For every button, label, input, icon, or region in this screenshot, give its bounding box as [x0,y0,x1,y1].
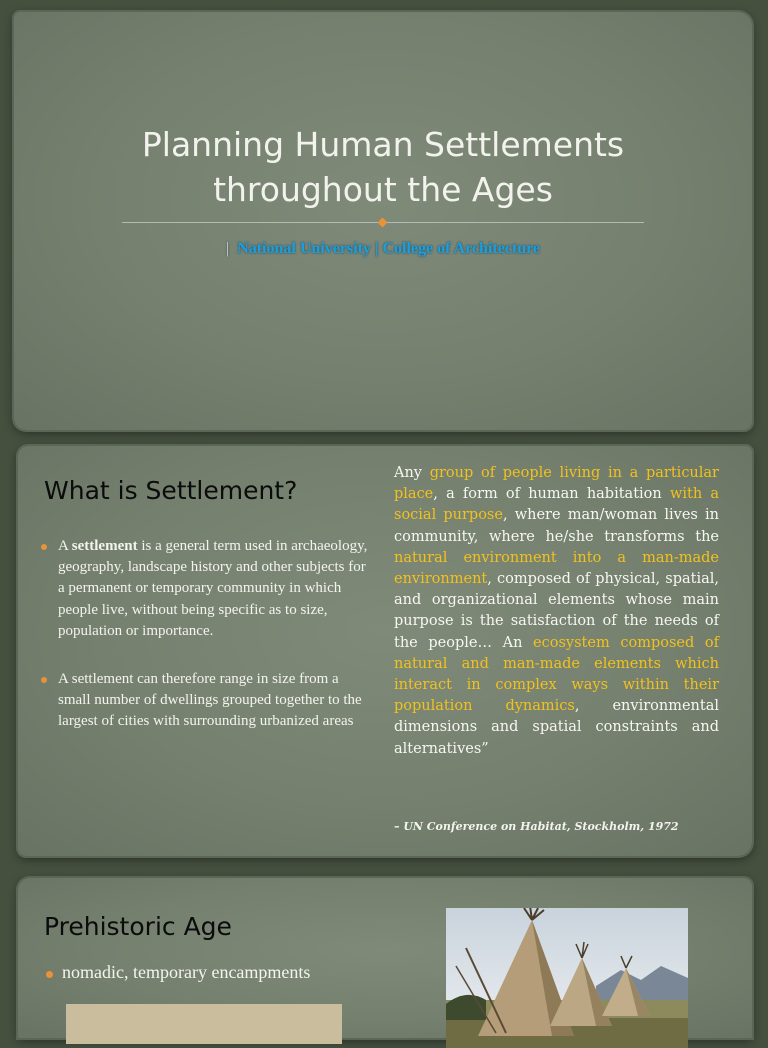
prehistoric-age-slide [18,878,752,1038]
quote-text: , where man/woman lives in community, where he/she transforms the [394,507,719,545]
tipi-photo [446,908,688,1048]
subtitle-text: National University | College of Architecture [237,240,541,257]
bullet-prefix: A [58,538,72,554]
subtitle-separator: | [225,240,230,257]
quote-attribution: – UN Conference on Habitat, Stockholm, 1972 [394,820,679,833]
quote-highlight: ecosystem composed of natural and man-made elements which interact in complex ways within their population dynamics [394,634,719,715]
bullet-text: is a general term used in archaeology, geography, landscape history and other subjects for a permanent or temporary community in which people live, without being specific as to size, population or importance. [58,538,368,639]
quote-text: , environmental dimensions and spatial constraints and alternatives” [394,698,719,757]
habitat-quote [394,463,719,760]
bullet-list [38,536,368,760]
illustration-image [66,1004,342,1044]
bullet-item: A settlement can therefore range in size from a small number of dwellings grouped together to the largest of cities with surrounding urbanized areas [38,669,368,733]
slide-heading: Prehistoric Age [44,912,232,941]
quote-highlight: with a social purpose [394,486,719,524]
bullet-item [38,536,368,642]
tipi-photo-graphic [446,908,688,1048]
quote-text: , a form of human habitation [433,486,670,503]
title-slide [14,12,752,430]
quote-highlight: natural environment into a man-made environment [394,549,719,588]
settlement-definition-slide [18,446,752,856]
slide-heading: What is Settlement? [44,476,298,505]
quote-text: Any [394,465,430,481]
divider-diamond-icon [378,218,388,228]
bullet-item: nomadic, temporary encampments [44,962,310,983]
quote-highlight: group of people living in a particular place [394,465,719,503]
bullet-bold-term: settlement [71,538,138,554]
subtitle [14,240,752,258]
quote-text: , composed of physical, spatial, and organizational elements whose main purpose is the satisfaction of the needs of the people… An [394,571,719,651]
presentation-title: Planning Human Settlements throughout the Ages [141,125,625,209]
